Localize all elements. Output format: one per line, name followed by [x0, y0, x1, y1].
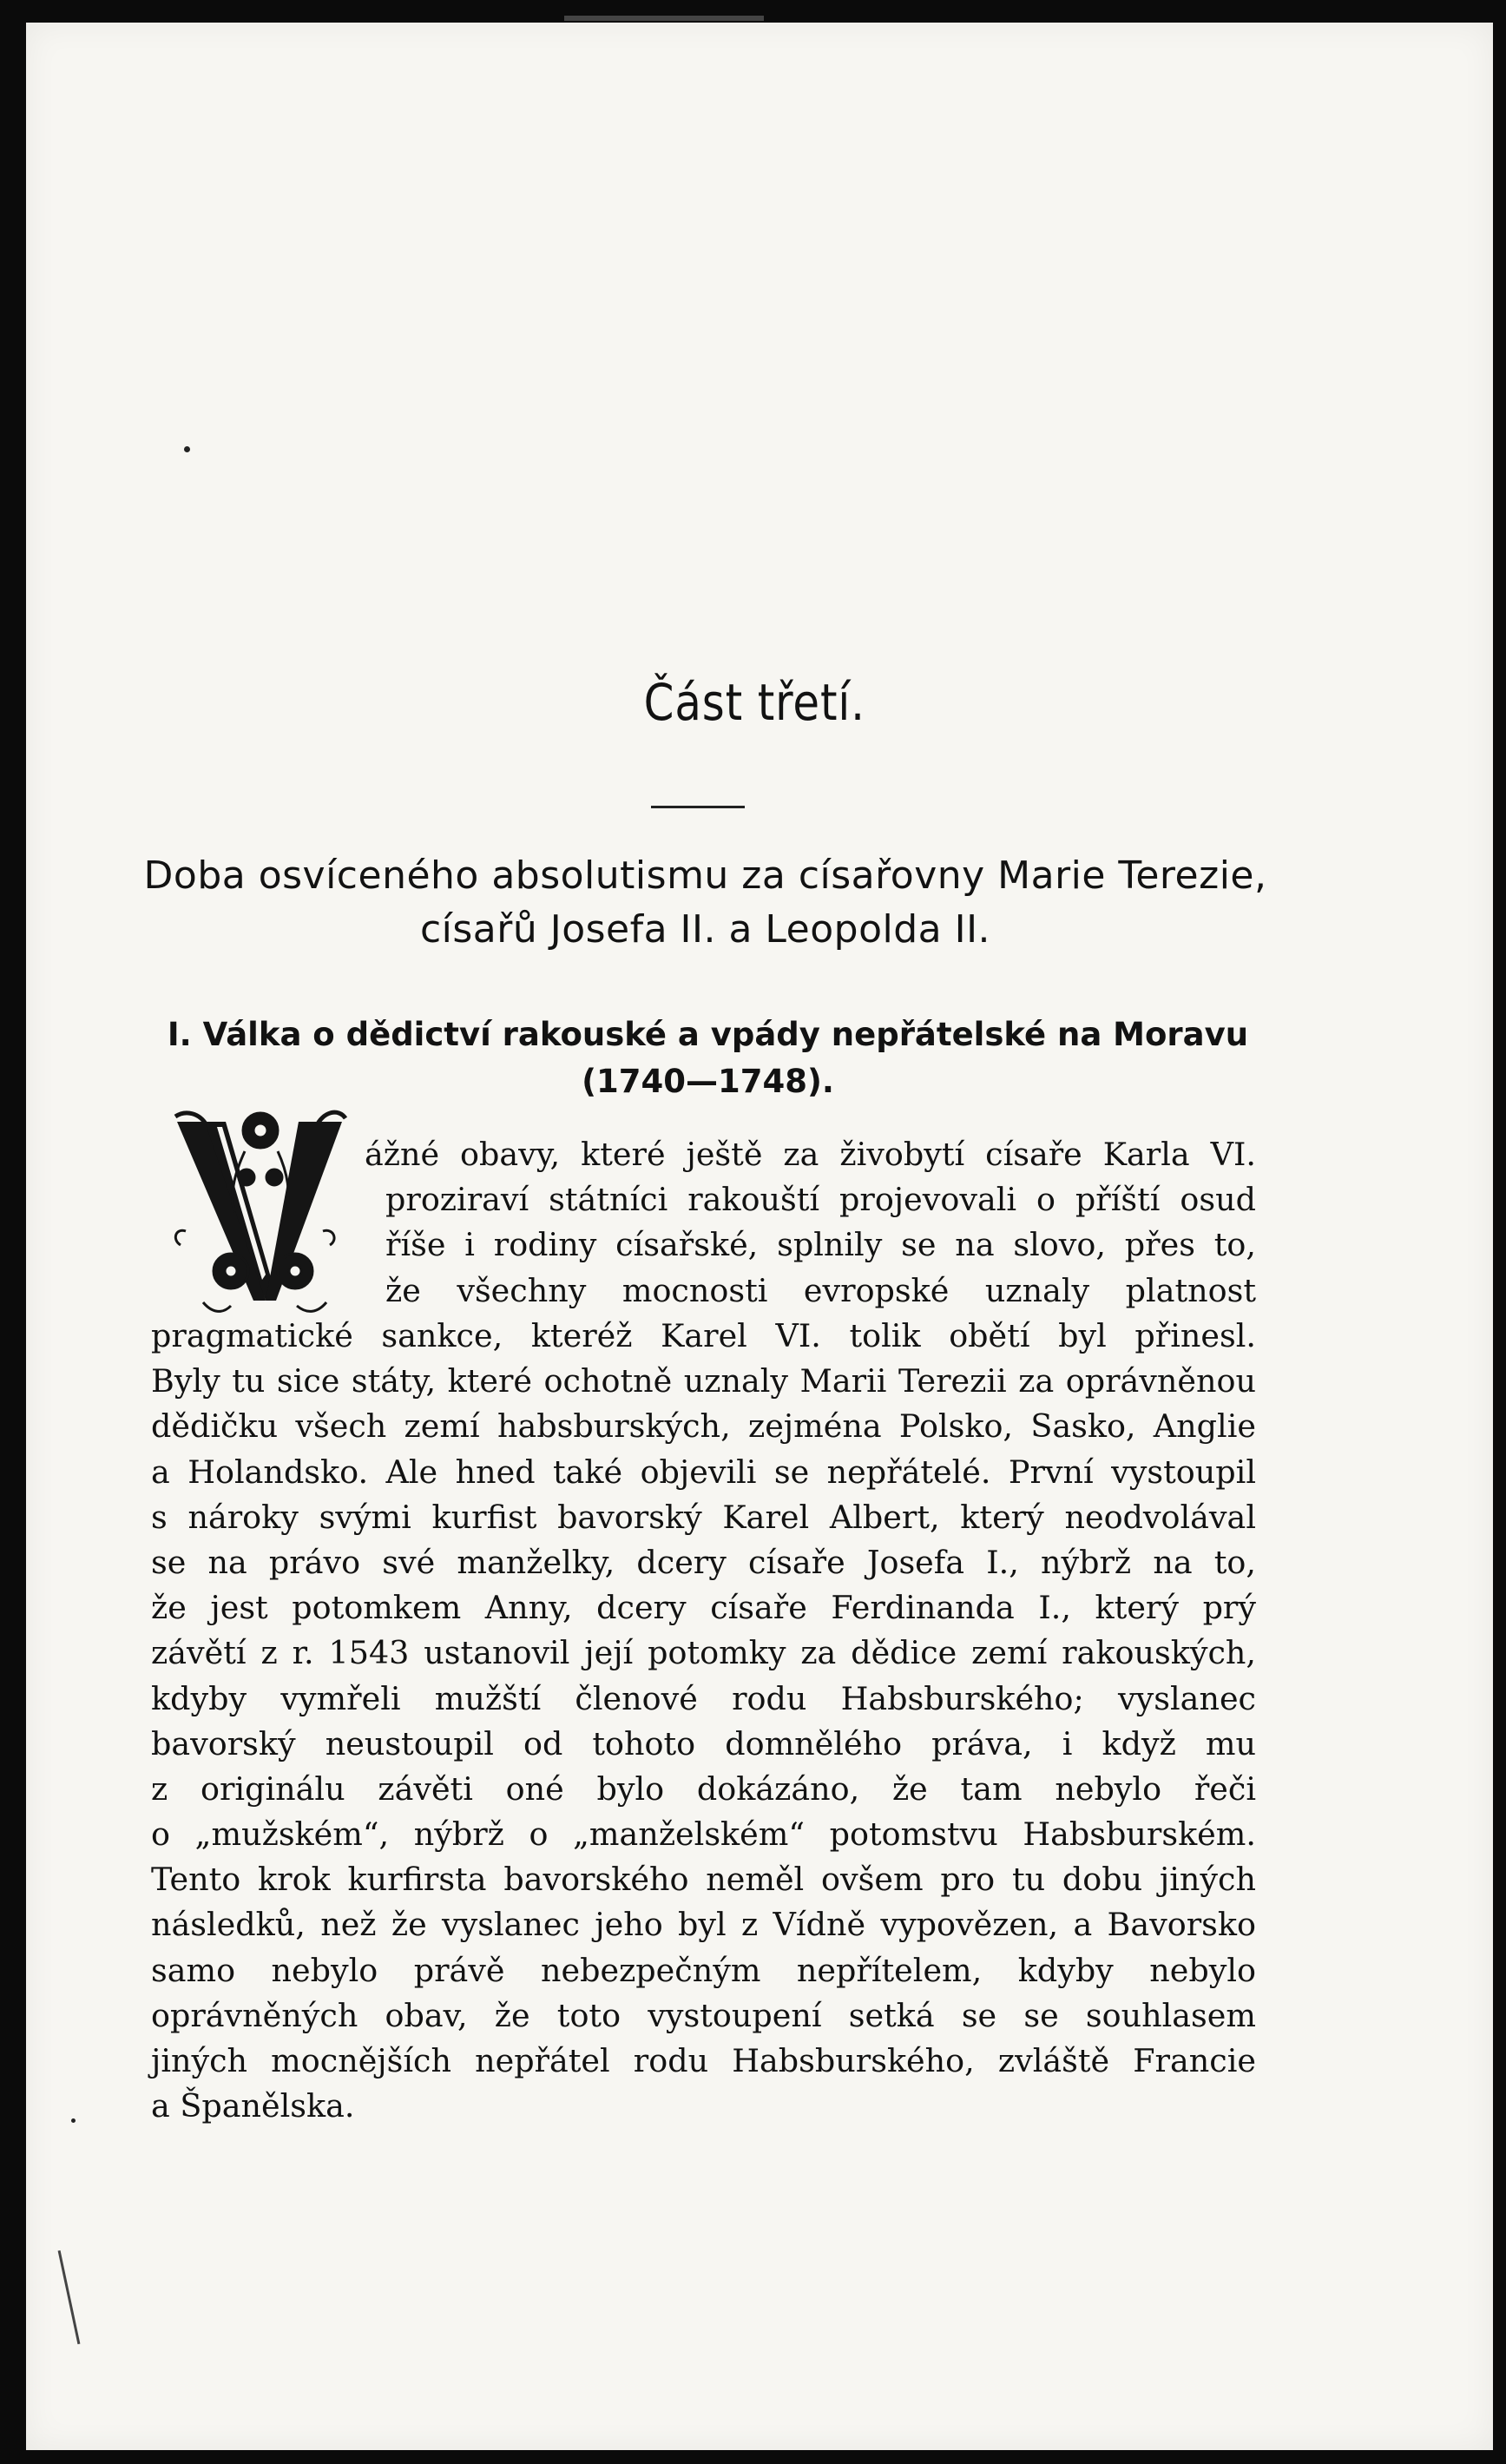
part-title: Část třetí.	[643, 673, 865, 732]
paragraph-opening-lines	[365, 1132, 1256, 1314]
scan-mark-top	[564, 16, 764, 21]
text-line: s nároky svými kurfist bavorský Karel Albert, který neodvolával	[151, 1498, 1256, 1536]
scan-dot	[71, 2118, 76, 2123]
text-line: následků, než že vyslanec jeho byl z Vídně vypovězen, a Bavorsko	[151, 1906, 1256, 1944]
scan-dot	[184, 446, 190, 452]
chapter-title-line2: (1740—1748).	[582, 1063, 834, 1100]
text-line: proziraví státníci rakouští projevovali o příští osud	[385, 1181, 1256, 1219]
text-line: říše i rodiny císařské, splnily se na slovo, přes to,	[385, 1226, 1256, 1264]
ornamental-initial-v	[168, 1101, 351, 1328]
text-line: oprávněných obav, že toto vystoupení setká se se souhlasem	[151, 1996, 1256, 2034]
text-line: pragmatické sankce, kteréž Karel VI. tolik obětí byl přinesl.	[151, 1317, 1256, 1354]
paragraph-main	[151, 1314, 1256, 2129]
text-line: a Španělska.	[151, 2087, 355, 2125]
text-line: Byly tu sice státy, které ochotně uznaly Marii Terezii za oprávněnou	[151, 1362, 1256, 1400]
text-line: že všechny mocnosti evropské uznaly platnost	[385, 1271, 1256, 1309]
text-line: o „mužském“, nýbrž o „manželském“ potomstvu Habsburském.	[151, 1815, 1256, 1854]
text-line: jiných mocnějších nepřátel rodu Habsburského, zvláště Francie	[151, 2042, 1256, 2079]
text-line: se na právo své manželky, dcery císaře Josefa I., nýbrž na to,	[151, 1543, 1256, 1581]
chapter-title-line1: I. Válka o dědictví rakouské a vpády nepřátelské na Moravu	[167, 1016, 1249, 1053]
text-line: bavorský neustoupil od tohoto domnělého práva, i když mu	[151, 1724, 1256, 1762]
period-title: Doba osvíceného absolutismu za císařovny Marie Terezie, císařů Josefa II. a Leopolda II.	[143, 853, 1267, 952]
text-line: že jest potomkem Anny, dcery císaře Ferdinanda I., který prý	[151, 1589, 1256, 1627]
text-line: závětí z r. 1543 ustanovil její potomky za dědice zemí rakouských,	[151, 1634, 1256, 1672]
text-line: a Holandsko. Ale hned také objevili se nepřátelé. První vystoupil	[151, 1453, 1256, 1491]
text-line: z originálu závěti oné bylo dokázáno, že tam nebylo řeči	[151, 1769, 1256, 1808]
chapter-title	[128, 1011, 1287, 1105]
text-line: dědičku všech zemí habsburských, zejména Polsko, Sasko, Anglie	[151, 1407, 1256, 1446]
text-line: samo nebylo právě nebezpečným nepřítelem, kdyby nebylo	[151, 1951, 1256, 1989]
text-line: Tento krok kurfirsta bavorského neměl ovšem pro tu dobu jiných	[151, 1861, 1256, 1899]
text-line: ážné obavy, které ještě za živobytí císaře Karla VI.	[365, 1136, 1256, 1173]
scan-scratch	[58, 2250, 81, 2344]
text-line: kdyby vymřeli mužští členové rodu Habsburského; vyslanec	[151, 1679, 1256, 1717]
title-rule	[651, 806, 745, 808]
initial-letter-text: V	[168, 1101, 169, 1102]
